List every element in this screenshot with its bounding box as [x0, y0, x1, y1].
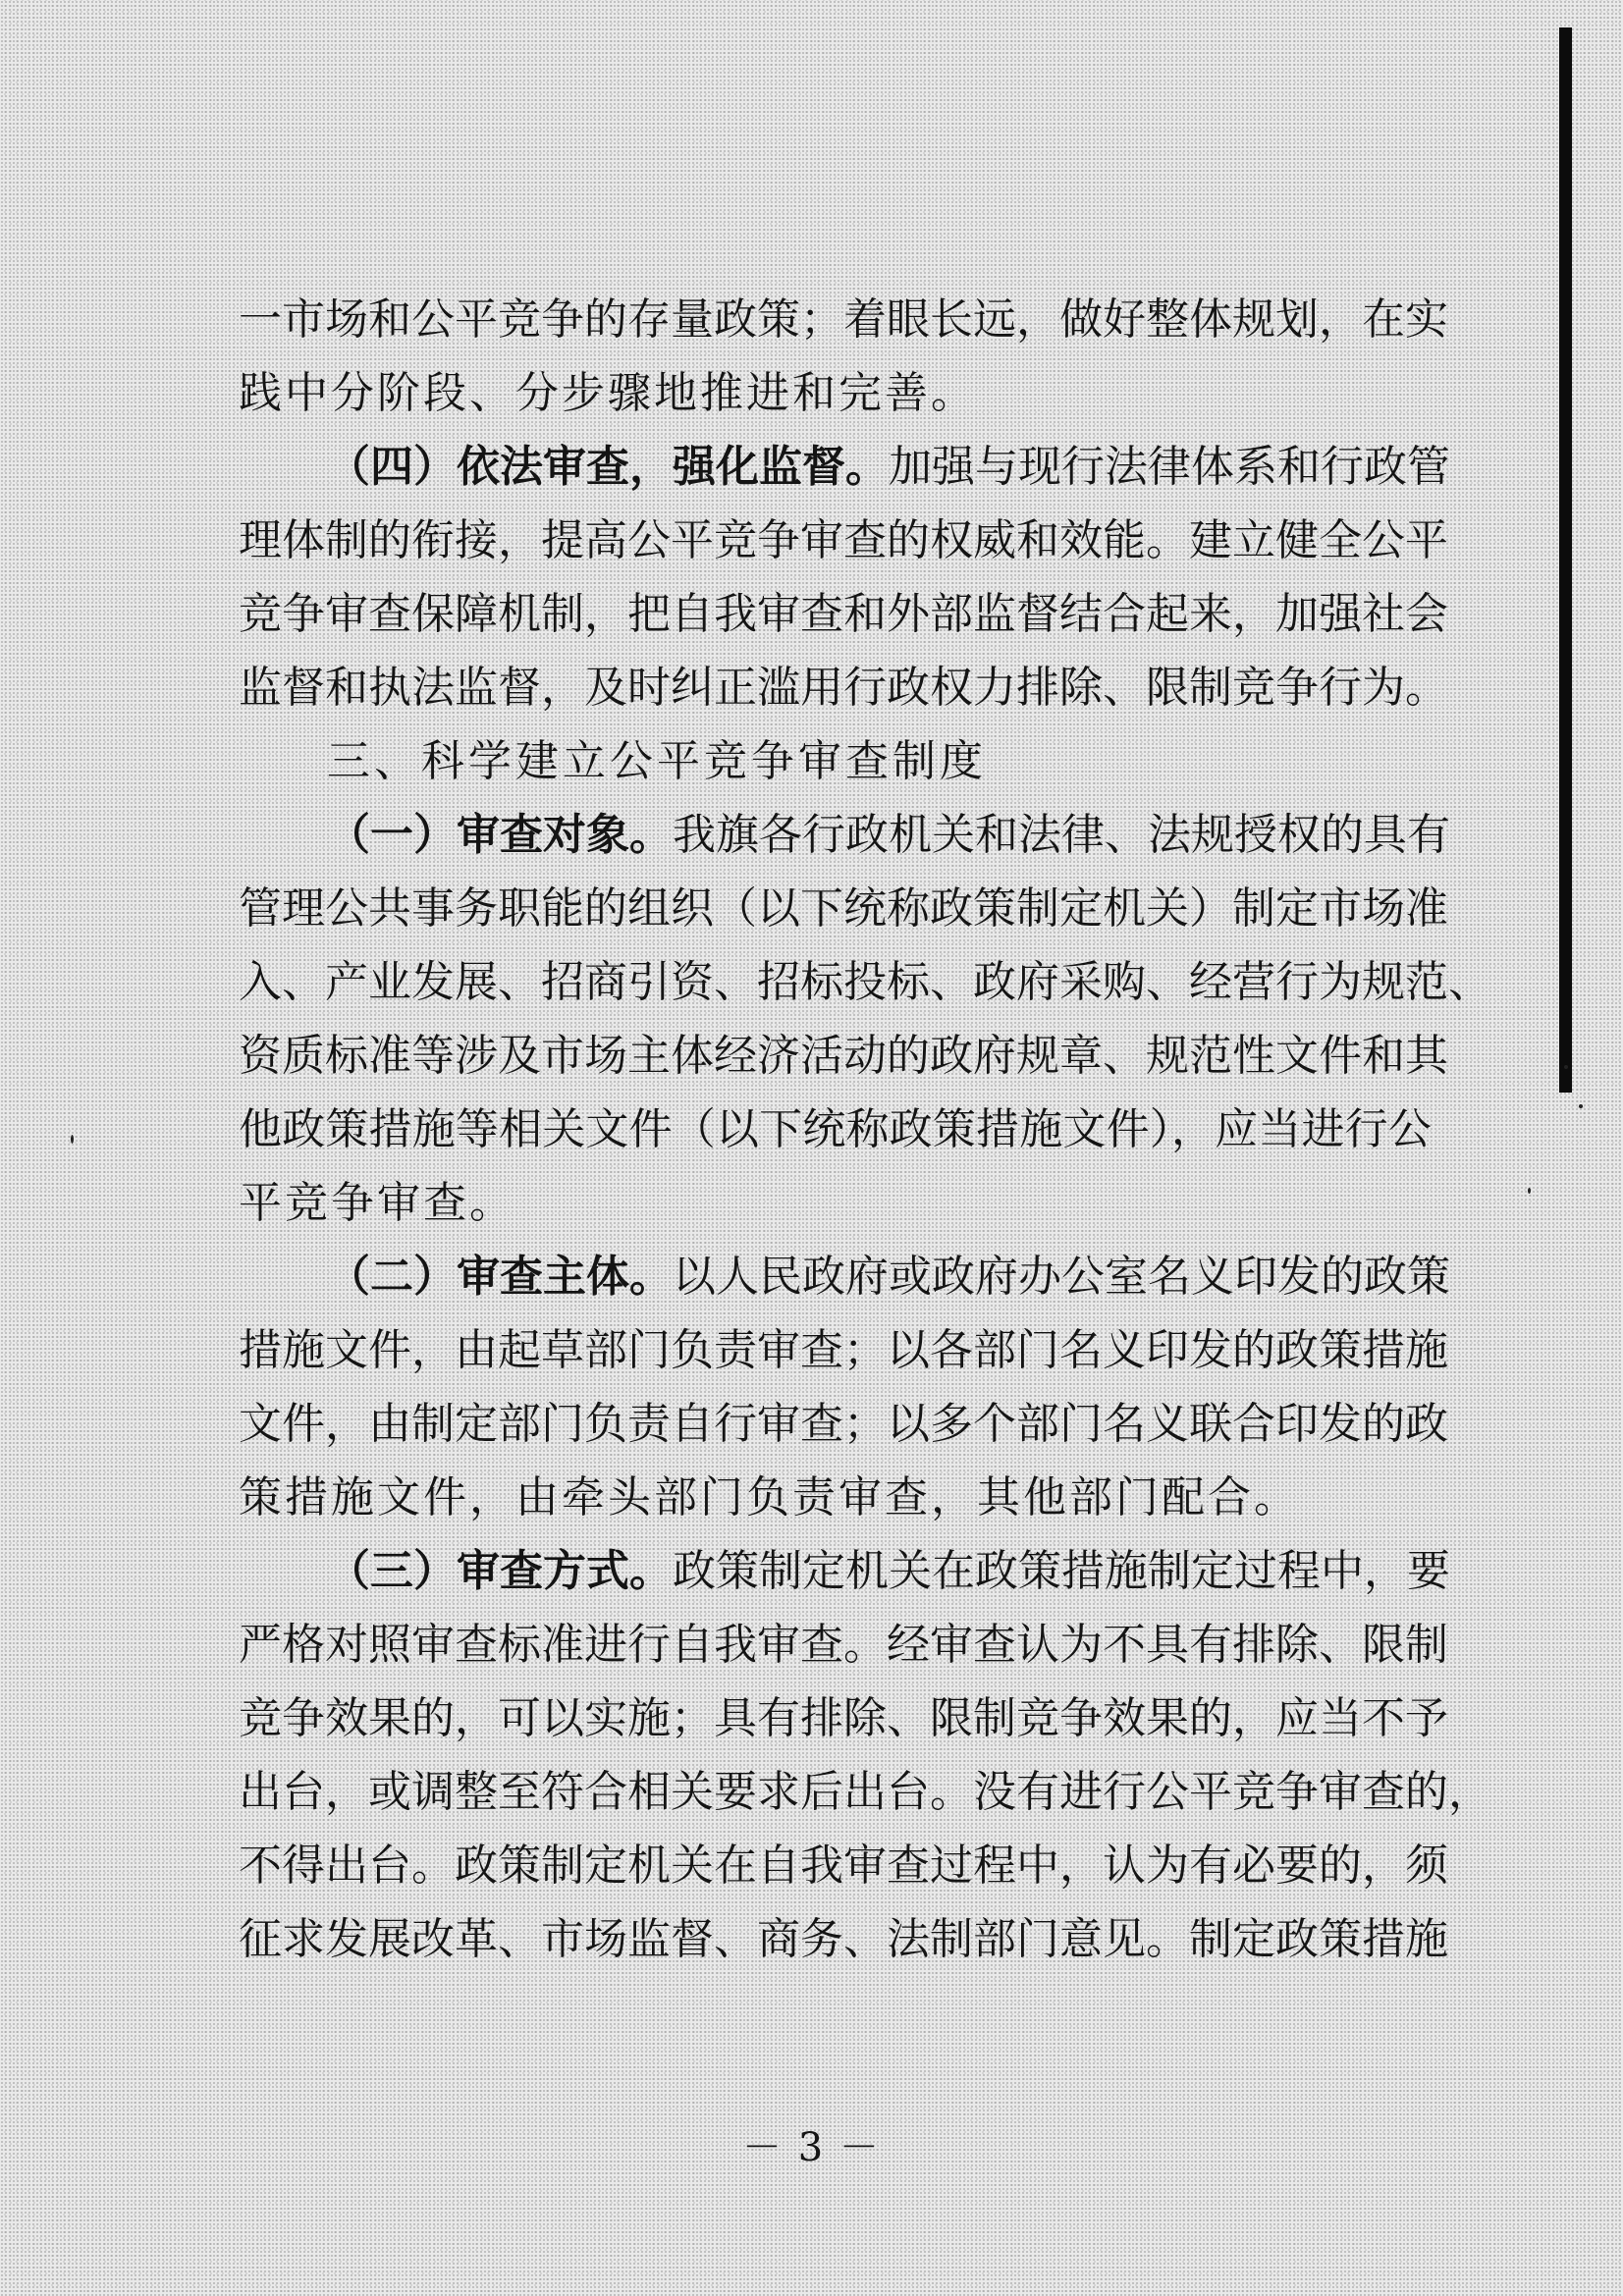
subsection-title: （一）审查对象。 [327, 810, 673, 860]
line-text: 竞争审查保障机制，把自我审查和外部监督结合起来，加强社会 [239, 589, 1448, 639]
line-text: 监督和执法监督，及时纠正滥用行政权力排除、限制竞争行为。 [239, 663, 1448, 713]
text-line [239, 430, 1450, 504]
text-line [239, 1755, 1491, 1829]
text-line [239, 577, 1448, 651]
text-line [239, 1019, 1448, 1093]
line-text: 我旗各行政机关和法律、法规授权的具有 [673, 810, 1450, 860]
text-line [239, 945, 1491, 1019]
line-text: 文件，由制定部门负责自行审查；以多个部门名义联合印发的政 [239, 1399, 1448, 1449]
text-line [239, 1387, 1448, 1461]
text-line [239, 1829, 1448, 1902]
line-text: 一市场和公平竞争的存量政策；着眼长远，做好整体规划，在实 [239, 294, 1448, 345]
text-line [239, 356, 1432, 430]
text-line [239, 1534, 1450, 1608]
line-text: 他政策措施等相关文件（以下统称政策措施文件），应当进行公 [239, 1104, 1432, 1154]
text-line [239, 1313, 1448, 1387]
line-text: 三、科学建立公平竞争审查制度 [327, 736, 987, 786]
scan-speck [1528, 1188, 1531, 1194]
line-text: 政策制定机关在政策措施制定过程中，要 [673, 1546, 1450, 1596]
line-text: 以人民政府或政府办公室名义印发的政策 [673, 1252, 1450, 1302]
document-body [239, 283, 1491, 1976]
line-text: 资质标准等涉及市场主体经济活动的政府规章、规范性文件和其 [239, 1031, 1448, 1081]
line-text: 理体制的衔接，提高公平竞争审查的权威和效能。建立健全公平 [239, 515, 1448, 565]
line-text: 管理公共事务职能的组织（以下统称政策制定机关）制定市场准 [239, 883, 1448, 934]
section-heading [239, 724, 1432, 798]
line-text: 践中分阶段、分步骤地推进和完善。 [239, 368, 977, 418]
text-line [239, 1461, 1432, 1534]
text-line [239, 1093, 1432, 1166]
text-line [239, 1166, 1432, 1240]
text-line [239, 798, 1450, 872]
line-text: 竞争效果的，可以实施；具有排除、限制竞争效果的，应当不予 [239, 1693, 1448, 1743]
scan-speck [1579, 1104, 1583, 1108]
text-line [239, 1240, 1450, 1313]
line-text: 加强与现行法律体系和行政管 [889, 442, 1450, 492]
subsection-title: （三）审查方式。 [327, 1546, 673, 1596]
line-text: 策措施文件，由牵头部门负责审查，其他部门配合。 [239, 1472, 1300, 1522]
text-line [239, 283, 1448, 356]
text-line [239, 651, 1448, 724]
line-text: 平竞争审查。 [239, 1178, 515, 1228]
scan-speck [1564, 1065, 1568, 1069]
text-line [239, 504, 1448, 577]
subsection-title: （四）依法审查，强化监督。 [327, 442, 889, 492]
scan-edge-bar [1559, 27, 1572, 1093]
scan-speck [71, 1135, 74, 1144]
line-text: 征求发展改革、市场监督、商务、法制部门意见。制定政策措施 [239, 1914, 1448, 1964]
text-line [239, 1902, 1448, 1976]
subsection-title: （二）审查主体。 [327, 1252, 673, 1302]
page-number: － 3 － [742, 2125, 881, 2170]
text-line [239, 1608, 1448, 1682]
line-text: 措施文件，由起草部门负责审查；以各部门名义印发的政策措施 [239, 1325, 1448, 1375]
line-text: 不得出台。政策制定机关在自我审查过程中，认为有必要的，须 [239, 1841, 1448, 1891]
line-text: 出台，或调整至符合相关要求后出台。没有进行公平竞争审查的， [239, 1767, 1491, 1817]
line-text: 入、产业发展、招商引资、招标投标、政府采购、经营行为规范、 [239, 957, 1491, 1007]
text-line [239, 872, 1448, 945]
text-line [239, 1682, 1448, 1755]
line-text: 严格对照审查标准进行自我审查。经审查认为不具有排除、限制 [239, 1620, 1448, 1670]
